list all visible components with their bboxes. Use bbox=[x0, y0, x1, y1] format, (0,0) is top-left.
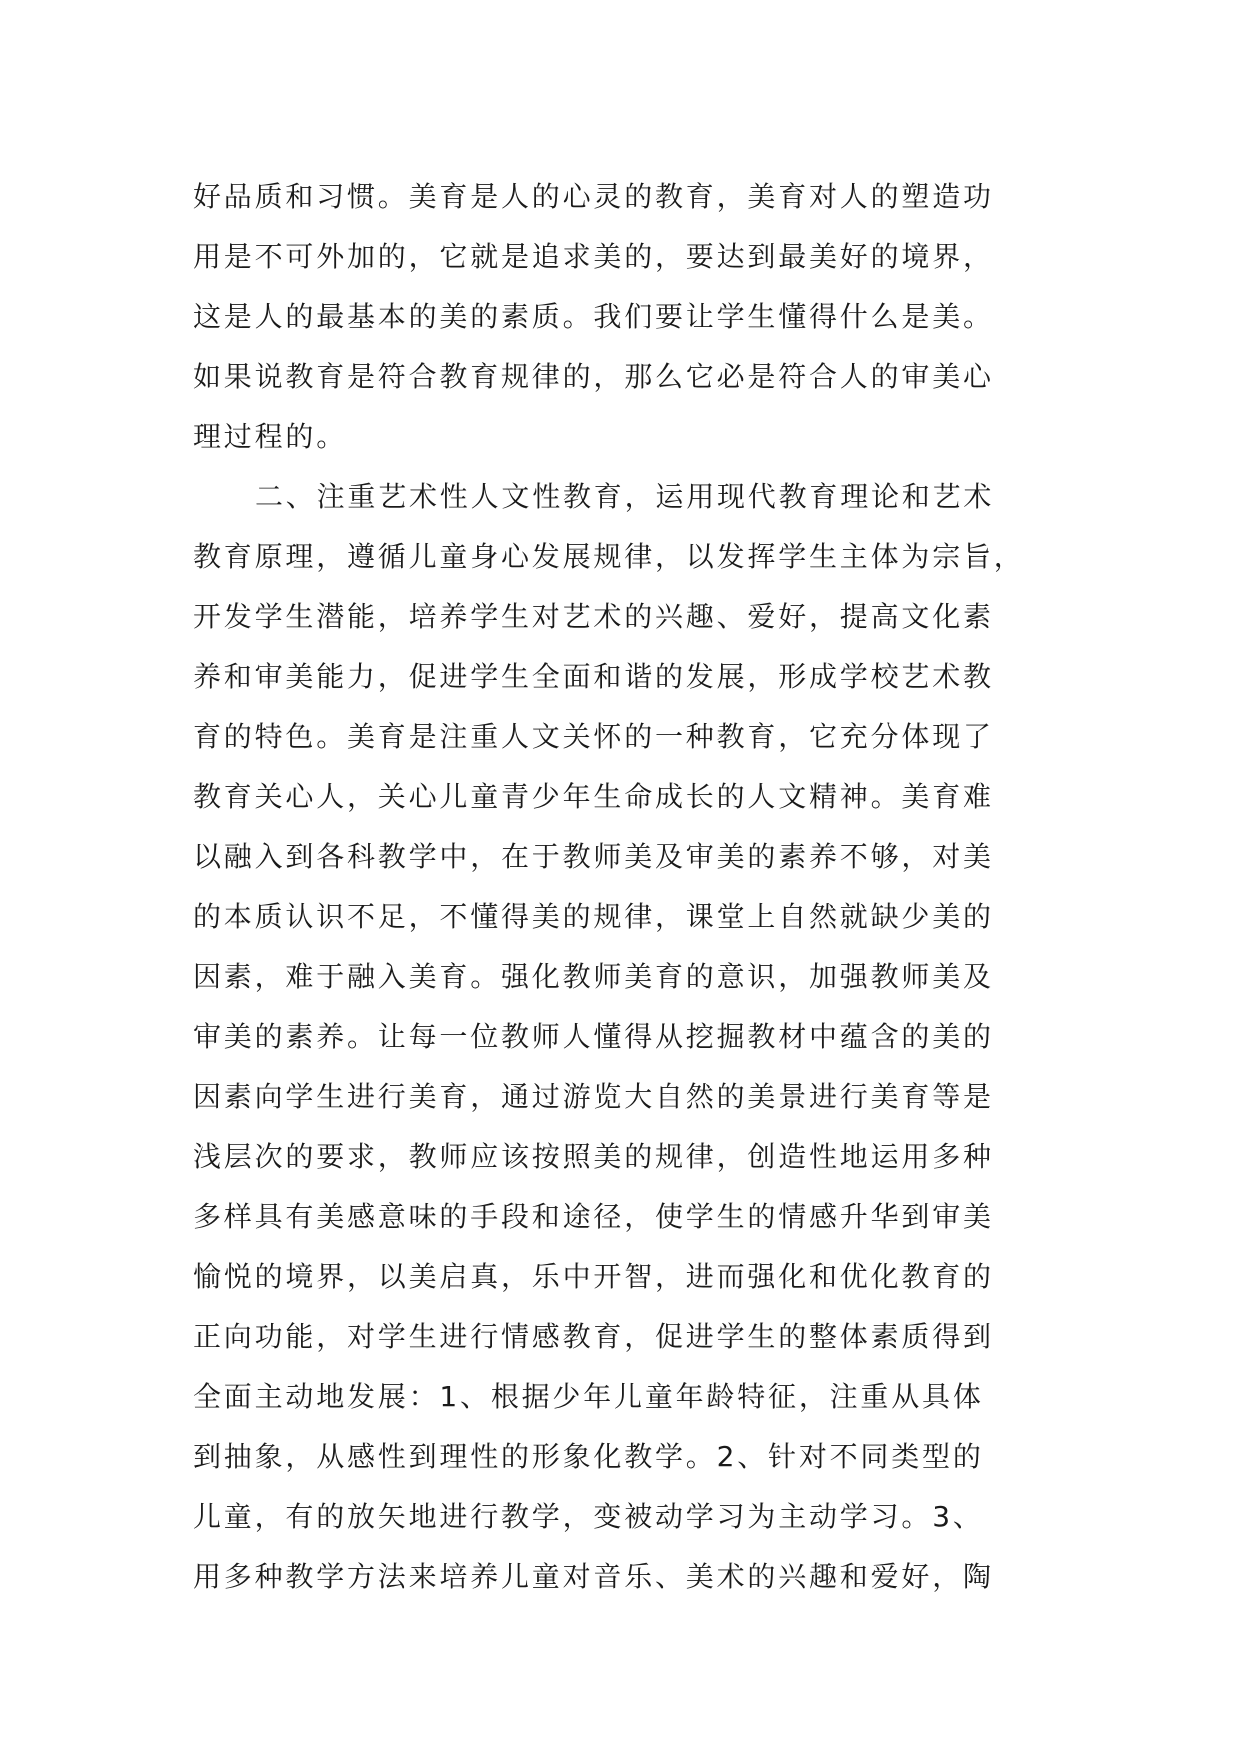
text-line: 因素，难于融入美育。强化教师美育的意识，加强教师美及 bbox=[193, 960, 994, 993]
text-line: 开发学生潜能，培养学生对艺术的兴趣、爱好，提高文化素 bbox=[193, 600, 994, 633]
text-line: 这是人的最基本的美的素质。我们要让学生懂得什么是美。 bbox=[193, 300, 994, 333]
text-line: 到抽象，从感性到理性的形象化教学。2、针对不同类型的 bbox=[193, 1440, 984, 1473]
paragraph-start-line: 二、注重艺术性人文性教育，运用现代教育理论和艺术 bbox=[255, 480, 995, 513]
text-line: 好品质和习惯。美育是人的心灵的教育，美育对人的塑造功 bbox=[193, 180, 994, 213]
text-line: 正向功能，对学生进行情感教育，促进学生的整体素质得到 bbox=[193, 1320, 994, 1353]
text-line: 养和审美能力，促进学生全面和谐的发展，形成学校艺术教 bbox=[193, 660, 994, 693]
text-line: 教育原理，遵循儿童身心发展规律，以发挥学生主体为宗旨， bbox=[193, 540, 1025, 573]
text-line: 以融入到各科教学中，在于教师美及审美的素养不够，对美 bbox=[193, 840, 994, 873]
text-line: 多样具有美感意味的手段和途径，使学生的情感升华到审美 bbox=[193, 1200, 994, 1233]
text-line: 的本质认识不足，不懂得美的规律，课堂上自然就缺少美的 bbox=[193, 900, 994, 933]
text-line: 全面主动地发展：1、根据少年儿童年龄特征，注重从具体 bbox=[193, 1380, 984, 1413]
text-line: 浅层次的要求，教师应该按照美的规律，创造性地运用多种 bbox=[193, 1140, 994, 1173]
text-line: 如果说教育是符合教育规律的，那么它必是符合人的审美心 bbox=[193, 360, 994, 393]
text-line: 愉悦的境界，以美启真，乐中开智，进而强化和优化教育的 bbox=[193, 1260, 994, 1293]
text-line: 用是不可外加的，它就是追求美的，要达到最美好的境界， bbox=[193, 240, 994, 273]
text-line: 教育关心人，关心儿童青少年生命成长的人文精神。美育难 bbox=[193, 780, 994, 813]
text-line: 因素向学生进行美育，通过游览大自然的美景进行美育等是 bbox=[193, 1080, 994, 1113]
body-text bbox=[193, 167, 1073, 1607]
text-line: 儿童，有的放矢地进行教学，变被动学习为主动学习。3、 bbox=[193, 1500, 984, 1533]
text-line: 审美的素养。让每一位教师人懂得从挖掘教材中蕴含的美的 bbox=[193, 1020, 994, 1053]
text-line: 理过程的。 bbox=[193, 420, 348, 453]
text-line: 育的特色。美育是注重人文关怀的一种教育，它充分体现了 bbox=[193, 720, 994, 753]
text-line: 用多种教学方法来培养儿童对音乐、美术的兴趣和爱好，陶 bbox=[193, 1560, 994, 1593]
